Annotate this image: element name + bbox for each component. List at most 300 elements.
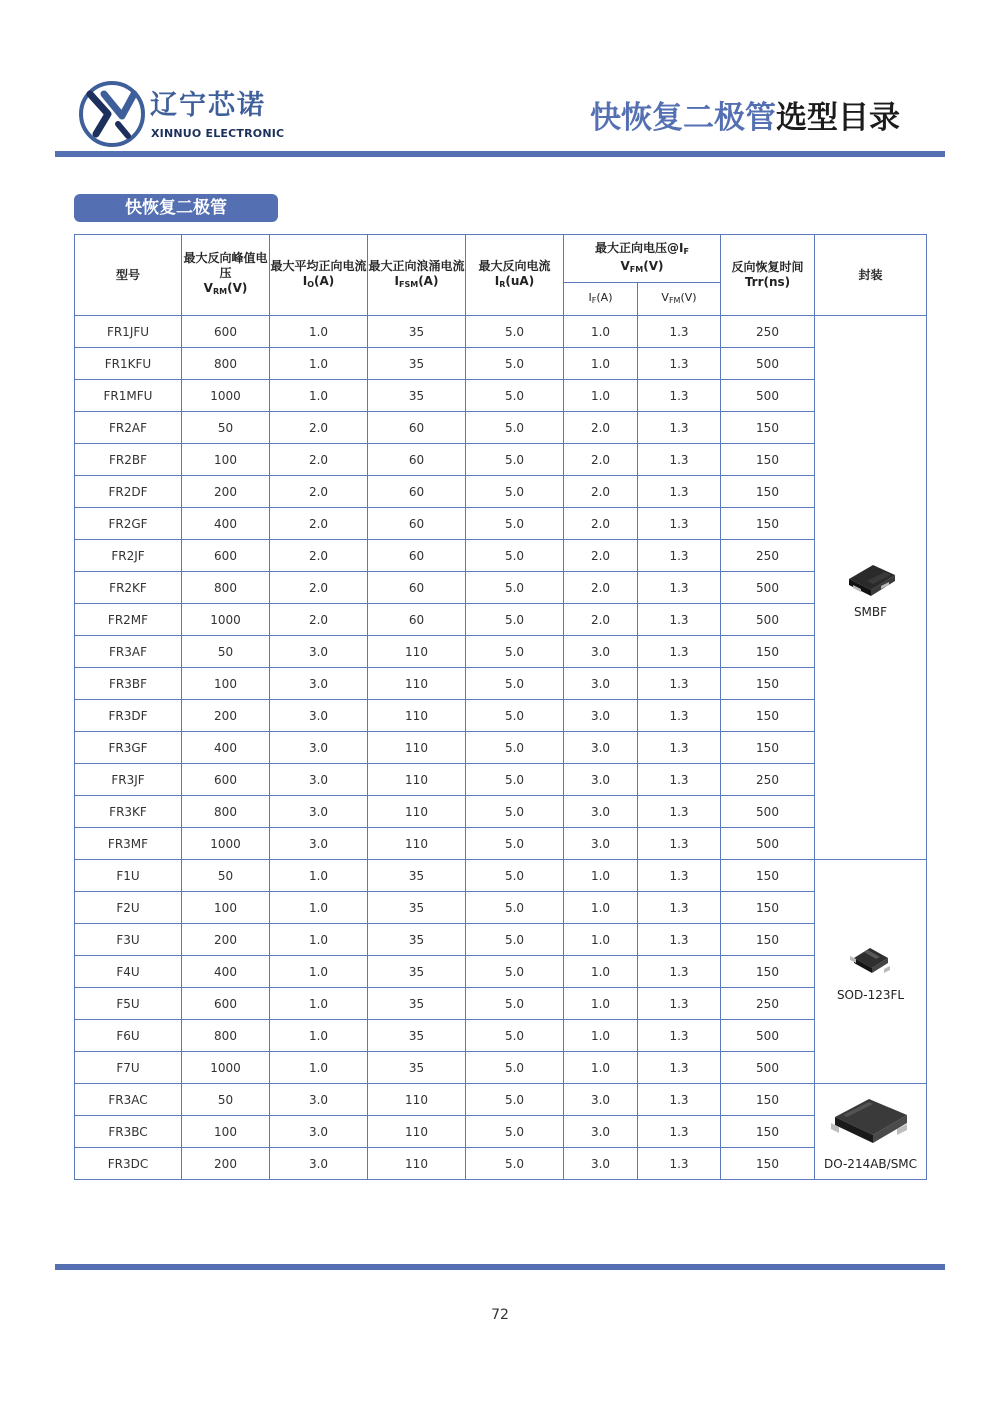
cell-vfm: 1.3	[638, 412, 721, 444]
cell-vfm: 1.3	[638, 732, 721, 764]
header-vfm-sub: FM	[629, 264, 644, 274]
cell-ir: 5.0	[466, 316, 564, 348]
cell-ir: 5.0	[466, 1148, 564, 1180]
header-vfm-symbol: V	[620, 258, 630, 273]
smc-package-icon	[829, 1093, 913, 1153]
header-vfm-group	[564, 235, 721, 283]
cell-vrm: 800	[182, 796, 270, 828]
cell-vrm: 1000	[182, 380, 270, 412]
cell-vfm: 1.3	[638, 956, 721, 988]
cell-ir: 5.0	[466, 1116, 564, 1148]
cell-ir: 5.0	[466, 860, 564, 892]
cell-ifsm: 110	[368, 828, 466, 860]
cell-io: 1.0	[270, 988, 368, 1020]
cell-if: 3.0	[564, 1148, 638, 1180]
cell-io: 1.0	[270, 380, 368, 412]
cell-if: 3.0	[564, 796, 638, 828]
cell-ifsm: 60	[368, 540, 466, 572]
xinnuo-logo-icon	[78, 80, 146, 148]
cell-ifsm: 35	[368, 860, 466, 892]
cell-if: 3.0	[564, 636, 638, 668]
cell-trr: 250	[721, 764, 815, 796]
cell-model: FR3AC	[75, 1084, 182, 1116]
cell-if: 1.0	[564, 380, 638, 412]
cell-trr: 500	[721, 1020, 815, 1052]
header-vfm-col-symbol: V	[661, 291, 669, 304]
cell-trr: 150	[721, 892, 815, 924]
cell-trr: 250	[721, 540, 815, 572]
cell-trr: 150	[721, 860, 815, 892]
cell-vrm: 600	[182, 764, 270, 796]
table-row	[75, 732, 927, 764]
cell-if: 1.0	[564, 892, 638, 924]
cell-vfm: 1.3	[638, 1020, 721, 1052]
header-vfm-unit: (V)	[643, 258, 664, 273]
cell-vrm: 50	[182, 636, 270, 668]
cell-ir: 5.0	[466, 444, 564, 476]
cell-ir: 5.0	[466, 1084, 564, 1116]
header-vfm-title-sub: F	[683, 246, 689, 256]
cell-ifsm: 110	[368, 1116, 466, 1148]
cell-io: 3.0	[270, 1116, 368, 1148]
table-row	[75, 1052, 927, 1084]
cell-trr: 150	[721, 668, 815, 700]
cell-ir: 5.0	[466, 540, 564, 572]
table-row	[75, 860, 927, 892]
cell-io: 2.0	[270, 540, 368, 572]
cell-ifsm: 110	[368, 732, 466, 764]
cell-if: 3.0	[564, 1084, 638, 1116]
cell-model: FR1MFU	[75, 380, 182, 412]
table-row	[75, 380, 927, 412]
cell-vrm: 400	[182, 956, 270, 988]
header-ir-title: 最大反向电流	[478, 258, 551, 273]
cell-ir: 5.0	[466, 348, 564, 380]
cell-trr: 500	[721, 796, 815, 828]
footer-divider	[55, 1264, 945, 1270]
cell-vrm: 1000	[182, 604, 270, 636]
cell-vrm: 200	[182, 700, 270, 732]
cell-model: FR3MF	[75, 828, 182, 860]
cell-model: FR1JFU	[75, 316, 182, 348]
header-vrm-symbol: V	[203, 281, 213, 295]
cell-trr: 250	[721, 316, 815, 348]
cell-ir: 5.0	[466, 668, 564, 700]
header-vfm-col-unit: (V)	[680, 291, 697, 304]
cell-model: FR3KF	[75, 796, 182, 828]
cell-ir: 5.0	[466, 1020, 564, 1052]
brand-name-cn: 辽宁芯诺	[150, 90, 266, 121]
cell-ir: 5.0	[466, 572, 564, 604]
cell-vfm: 1.3	[638, 924, 721, 956]
cell-if: 1.0	[564, 956, 638, 988]
cell-ir: 5.0	[466, 988, 564, 1020]
cell-vrm: 800	[182, 1020, 270, 1052]
cell-model: FR3DC	[75, 1148, 182, 1180]
cell-io: 3.0	[270, 1084, 368, 1116]
table-row	[75, 412, 927, 444]
table-row	[75, 668, 927, 700]
page-title-dark: 选型目录	[776, 100, 900, 136]
table-row	[75, 572, 927, 604]
cell-vfm: 1.3	[638, 796, 721, 828]
cell-vfm: 1.3	[638, 828, 721, 860]
header-ir-sub: R	[499, 279, 506, 289]
cell-ir: 5.0	[466, 828, 564, 860]
cell-trr: 150	[721, 924, 815, 956]
cell-ifsm: 110	[368, 1148, 466, 1180]
table-row	[75, 956, 927, 988]
table-row	[75, 1084, 927, 1116]
cell-vrm: 800	[182, 572, 270, 604]
cell-vrm: 400	[182, 732, 270, 764]
cell-io: 1.0	[270, 316, 368, 348]
table-row	[75, 892, 927, 924]
cell-if: 1.0	[564, 316, 638, 348]
cell-io: 1.0	[270, 1052, 368, 1084]
cell-if: 2.0	[564, 412, 638, 444]
header-ir-symbol: I	[494, 273, 500, 288]
cell-model: FR3GF	[75, 732, 182, 764]
section-tab: 快恢复二极管	[74, 194, 278, 222]
cell-io: 3.0	[270, 636, 368, 668]
package-box	[815, 942, 926, 1002]
cell-vrm: 50	[182, 412, 270, 444]
header-if-sub: F	[591, 296, 597, 305]
package-label: SMBF	[853, 604, 888, 619]
cell-io: 2.0	[270, 572, 368, 604]
header-io	[270, 235, 368, 316]
spec-table	[74, 234, 927, 1180]
smbf-package-icon	[843, 557, 899, 601]
cell-vfm: 1.3	[638, 668, 721, 700]
cell-trr: 500	[721, 348, 815, 380]
cell-trr: 150	[721, 444, 815, 476]
cell-ir: 5.0	[466, 1052, 564, 1084]
cell-ir: 5.0	[466, 604, 564, 636]
header-ifsm	[368, 235, 466, 316]
cell-io: 1.0	[270, 924, 368, 956]
package-box	[815, 1093, 926, 1171]
cell-ifsm: 110	[368, 764, 466, 796]
header-trr-unit: Trr(ns)	[744, 275, 791, 289]
table-row	[75, 604, 927, 636]
table-row	[75, 700, 927, 732]
cell-model: F1U	[75, 860, 182, 892]
cell-trr: 150	[721, 700, 815, 732]
cell-trr: 500	[721, 604, 815, 636]
cell-if: 1.0	[564, 1020, 638, 1052]
package-cell	[815, 860, 927, 1084]
cell-model: FR3DF	[75, 700, 182, 732]
header-ifsm-symbol: I	[394, 273, 399, 288]
cell-trr: 150	[721, 508, 815, 540]
table-row	[75, 540, 927, 572]
cell-if: 2.0	[564, 476, 638, 508]
cell-vrm: 200	[182, 1148, 270, 1180]
cell-ifsm: 110	[368, 700, 466, 732]
cell-vrm: 1000	[182, 1052, 270, 1084]
header-divider	[55, 151, 945, 157]
table-row	[75, 1148, 927, 1180]
cell-io: 2.0	[270, 604, 368, 636]
cell-vrm: 800	[182, 348, 270, 380]
cell-vrm: 200	[182, 924, 270, 956]
cell-ifsm: 35	[368, 316, 466, 348]
table-row	[75, 796, 927, 828]
header-ifsm-title: 最大正向浪涌电流	[368, 258, 465, 273]
header-vfm-col-sub: FM	[668, 296, 681, 305]
cell-trr: 150	[721, 732, 815, 764]
cell-vfm: 1.3	[638, 604, 721, 636]
header-io-symbol: I	[302, 273, 308, 288]
cell-trr: 150	[721, 476, 815, 508]
cell-ifsm: 35	[368, 956, 466, 988]
cell-vrm: 600	[182, 988, 270, 1020]
cell-ir: 5.0	[466, 956, 564, 988]
package-cell	[815, 1084, 927, 1180]
cell-io: 3.0	[270, 1148, 368, 1180]
cell-if: 3.0	[564, 764, 638, 796]
cell-vfm: 1.3	[638, 1116, 721, 1148]
cell-ifsm: 60	[368, 508, 466, 540]
cell-if: 1.0	[564, 1052, 638, 1084]
cell-trr: 250	[721, 988, 815, 1020]
header-vrm-unit: (V)	[227, 281, 248, 295]
cell-model: FR3BF	[75, 668, 182, 700]
cell-trr: 150	[721, 1116, 815, 1148]
cell-io: 1.0	[270, 348, 368, 380]
cell-ifsm: 110	[368, 1084, 466, 1116]
cell-model: F7U	[75, 1052, 182, 1084]
header-io-sub: O	[307, 279, 314, 289]
cell-if: 2.0	[564, 540, 638, 572]
cell-vfm: 1.3	[638, 316, 721, 348]
cell-trr: 500	[721, 380, 815, 412]
cell-io: 1.0	[270, 860, 368, 892]
cell-ir: 5.0	[466, 476, 564, 508]
cell-ifsm: 35	[368, 1052, 466, 1084]
header-vrm-sub: RM	[212, 287, 228, 296]
cell-if: 2.0	[564, 444, 638, 476]
cell-ir: 5.0	[466, 700, 564, 732]
cell-vrm: 400	[182, 508, 270, 540]
cell-vrm: 100	[182, 892, 270, 924]
cell-vrm: 100	[182, 668, 270, 700]
cell-ir: 5.0	[466, 508, 564, 540]
brand-name-en: XINNUO ELECTRONIC	[151, 127, 285, 140]
cell-io: 3.0	[270, 668, 368, 700]
cell-model: F2U	[75, 892, 182, 924]
package-box	[815, 557, 926, 619]
cell-vrm: 50	[182, 1084, 270, 1116]
table-row	[75, 1020, 927, 1052]
cell-if: 3.0	[564, 668, 638, 700]
cell-io: 2.0	[270, 444, 368, 476]
cell-io: 3.0	[270, 700, 368, 732]
cell-if: 1.0	[564, 988, 638, 1020]
cell-ifsm: 60	[368, 412, 466, 444]
table-row	[75, 636, 927, 668]
cell-if: 1.0	[564, 860, 638, 892]
cell-if: 3.0	[564, 700, 638, 732]
package-label: DO-214AB/SMC	[823, 1156, 918, 1171]
header-ir-unit: (uA)	[505, 273, 535, 288]
cell-vfm: 1.3	[638, 892, 721, 924]
cell-ifsm: 35	[368, 348, 466, 380]
cell-if: 2.0	[564, 508, 638, 540]
cell-io: 1.0	[270, 956, 368, 988]
cell-vfm: 1.3	[638, 572, 721, 604]
cell-trr: 150	[721, 956, 815, 988]
cell-if: 3.0	[564, 828, 638, 860]
table-row	[75, 508, 927, 540]
cell-ifsm: 60	[368, 604, 466, 636]
cell-io: 3.0	[270, 796, 368, 828]
cell-ir: 5.0	[466, 380, 564, 412]
cell-vrm: 100	[182, 444, 270, 476]
header-vrm-title: 最大反向峰值电压	[183, 251, 268, 280]
cell-model: FR3AF	[75, 636, 182, 668]
table-row	[75, 764, 927, 796]
header-io-title: 最大平均正向电流	[270, 258, 367, 273]
cell-model: FR2JF	[75, 540, 182, 572]
header-if-unit: (A)	[596, 291, 613, 304]
cell-if: 3.0	[564, 732, 638, 764]
cell-model: FR2AF	[75, 412, 182, 444]
page-title	[590, 100, 900, 136]
cell-model: F3U	[75, 924, 182, 956]
cell-vfm: 1.3	[638, 988, 721, 1020]
cell-vfm: 1.3	[638, 764, 721, 796]
cell-trr: 500	[721, 1052, 815, 1084]
cell-model: FR1KFU	[75, 348, 182, 380]
cell-if: 2.0	[564, 604, 638, 636]
cell-io: 2.0	[270, 412, 368, 444]
table-row	[75, 988, 927, 1020]
cell-ifsm: 35	[368, 924, 466, 956]
cell-vrm: 600	[182, 540, 270, 572]
cell-io: 2.0	[270, 476, 368, 508]
cell-vfm: 1.3	[638, 380, 721, 412]
cell-vrm: 200	[182, 476, 270, 508]
header-vrm	[182, 235, 270, 316]
cell-ifsm: 60	[368, 476, 466, 508]
cell-model: FR2GF	[75, 508, 182, 540]
cell-trr: 500	[721, 828, 815, 860]
cell-vfm: 1.3	[638, 540, 721, 572]
cell-ifsm: 35	[368, 988, 466, 1020]
cell-trr: 150	[721, 1084, 815, 1116]
header-package: 封装	[815, 235, 927, 316]
cell-vrm: 50	[182, 860, 270, 892]
header-if-col	[564, 283, 638, 316]
cell-ifsm: 110	[368, 796, 466, 828]
header-io-unit: (A)	[314, 273, 335, 288]
table-row	[75, 924, 927, 956]
header-ir	[466, 235, 564, 316]
header-trr-title: 反向恢复时间	[731, 260, 804, 274]
cell-vfm: 1.3	[638, 1052, 721, 1084]
table-row	[75, 316, 927, 348]
cell-model: FR2KF	[75, 572, 182, 604]
cell-io: 1.0	[270, 892, 368, 924]
cell-vfm: 1.3	[638, 508, 721, 540]
cell-ir: 5.0	[466, 796, 564, 828]
cell-ifsm: 35	[368, 892, 466, 924]
cell-ir: 5.0	[466, 412, 564, 444]
table-row	[75, 828, 927, 860]
cell-vrm: 100	[182, 1116, 270, 1148]
cell-if: 2.0	[564, 572, 638, 604]
cell-model: FR2DF	[75, 476, 182, 508]
cell-ir: 5.0	[466, 892, 564, 924]
cell-vfm: 1.3	[638, 860, 721, 892]
cell-io: 1.0	[270, 1020, 368, 1052]
cell-ir: 5.0	[466, 764, 564, 796]
cell-vfm: 1.3	[638, 700, 721, 732]
page-title-blue: 快恢复二极管	[590, 100, 776, 136]
cell-io: 3.0	[270, 828, 368, 860]
cell-trr: 150	[721, 636, 815, 668]
cell-model: F6U	[75, 1020, 182, 1052]
table-row	[75, 444, 927, 476]
header-vfm-col	[638, 283, 721, 316]
header-ifsm-sub: FSM	[399, 279, 419, 289]
spec-table-body	[75, 316, 927, 1180]
cell-vrm: 600	[182, 316, 270, 348]
cell-io: 3.0	[270, 764, 368, 796]
sod123fl-package-icon	[846, 942, 896, 984]
header-ifsm-unit: (A)	[418, 273, 439, 288]
cell-ifsm: 60	[368, 572, 466, 604]
header-trr	[721, 235, 815, 316]
cell-ifsm: 35	[368, 1020, 466, 1052]
header-if-symbol: I	[588, 291, 592, 304]
cell-if: 1.0	[564, 924, 638, 956]
package-label: SOD-123FL	[836, 987, 905, 1002]
cell-io: 3.0	[270, 732, 368, 764]
table-row	[75, 348, 927, 380]
cell-ifsm: 60	[368, 444, 466, 476]
cell-ir: 5.0	[466, 636, 564, 668]
cell-model: FR3JF	[75, 764, 182, 796]
cell-model: F4U	[75, 956, 182, 988]
page-number: 72	[491, 1307, 509, 1323]
cell-trr: 150	[721, 1148, 815, 1180]
cell-ir: 5.0	[466, 732, 564, 764]
cell-io: 2.0	[270, 508, 368, 540]
cell-if: 3.0	[564, 1116, 638, 1148]
cell-vfm: 1.3	[638, 636, 721, 668]
header-model: 型号	[75, 235, 182, 316]
cell-ifsm: 35	[368, 380, 466, 412]
cell-ir: 5.0	[466, 924, 564, 956]
header-vfm-title: 最大正向电压@I	[595, 240, 684, 255]
cell-trr: 150	[721, 412, 815, 444]
table-row	[75, 476, 927, 508]
cell-model: FR3BC	[75, 1116, 182, 1148]
cell-vrm: 1000	[182, 828, 270, 860]
cell-ifsm: 110	[368, 636, 466, 668]
table-row	[75, 1116, 927, 1148]
cell-vfm: 1.3	[638, 348, 721, 380]
cell-vfm: 1.3	[638, 1148, 721, 1180]
cell-trr: 500	[721, 572, 815, 604]
package-cell	[815, 316, 927, 860]
cell-vfm: 1.3	[638, 444, 721, 476]
cell-model: FR2BF	[75, 444, 182, 476]
